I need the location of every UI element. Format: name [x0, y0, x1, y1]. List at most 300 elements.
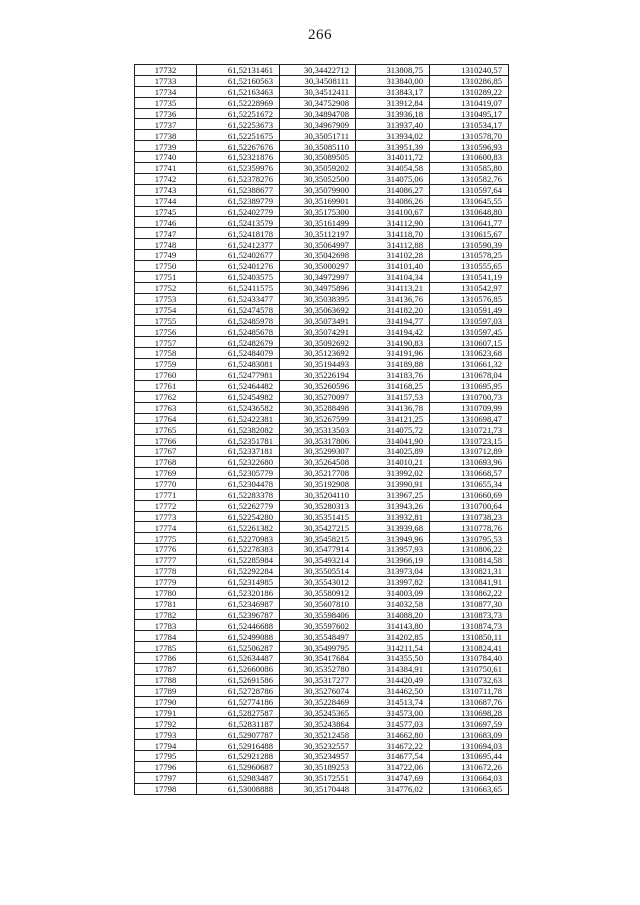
table-row	[135, 707, 509, 718]
longitude-cell: 30,35352780	[280, 663, 356, 674]
table-row	[135, 380, 509, 391]
table-row	[135, 674, 509, 685]
x-coordinate-cell: 314672,22	[356, 740, 430, 751]
longitude-cell: 30,35234957	[280, 751, 356, 762]
point-id-cell: 17736	[135, 108, 197, 119]
point-id-cell: 17758	[135, 348, 197, 359]
latitude-cell: 61,52433477	[197, 293, 280, 304]
longitude-cell: 30,34422712	[280, 65, 356, 76]
x-coordinate-cell: 313943,26	[356, 500, 430, 511]
y-coordinate-cell: 1310721,73	[430, 424, 509, 435]
point-id-cell: 17756	[135, 326, 197, 337]
point-id-cell: 17753	[135, 293, 197, 304]
table-row	[135, 130, 509, 141]
table-row	[135, 729, 509, 740]
latitude-cell: 61,52413579	[197, 217, 280, 228]
longitude-cell: 30,35212458	[280, 729, 356, 740]
y-coordinate-cell: 1310590,39	[430, 239, 509, 250]
y-coordinate-cell: 1310697,59	[430, 718, 509, 729]
latitude-cell: 61,52506287	[197, 642, 280, 653]
longitude-cell: 30,35351415	[280, 511, 356, 522]
y-coordinate-cell: 1310534,17	[430, 119, 509, 130]
x-coordinate-cell: 314573,00	[356, 707, 430, 718]
y-coordinate-cell: 1310795,53	[430, 533, 509, 544]
latitude-cell: 61,52485978	[197, 315, 280, 326]
y-coordinate-cell: 1310585,80	[430, 163, 509, 174]
latitude-cell: 61,52378276	[197, 173, 280, 184]
table-row	[135, 359, 509, 370]
latitude-cell: 61,52827587	[197, 707, 280, 718]
latitude-cell: 61,52351781	[197, 435, 280, 446]
x-coordinate-cell: 314088,20	[356, 609, 430, 620]
y-coordinate-cell: 1310672,26	[430, 762, 509, 773]
y-coordinate-cell: 1310711,78	[430, 685, 509, 696]
table-row	[135, 642, 509, 653]
latitude-cell: 61,52228969	[197, 97, 280, 108]
point-id-cell: 17741	[135, 163, 197, 174]
table-row	[135, 108, 509, 119]
point-id-cell: 17764	[135, 413, 197, 424]
y-coordinate-cell: 1310694,03	[430, 740, 509, 751]
y-coordinate-cell: 1310542,97	[430, 282, 509, 293]
y-coordinate-cell: 1310591,49	[430, 304, 509, 315]
longitude-cell: 30,35458215	[280, 533, 356, 544]
table-row	[135, 261, 509, 272]
x-coordinate-cell: 314041,90	[356, 435, 430, 446]
point-id-cell: 17734	[135, 86, 197, 97]
table-row	[135, 391, 509, 402]
latitude-cell: 61,52359976	[197, 163, 280, 174]
longitude-cell: 30,34752908	[280, 97, 356, 108]
latitude-cell: 61,53008888	[197, 783, 280, 794]
point-id-cell: 17739	[135, 141, 197, 152]
latitude-cell: 61,52304478	[197, 478, 280, 489]
latitude-cell: 61,52163463	[197, 86, 280, 97]
longitude-cell: 30,35038395	[280, 293, 356, 304]
longitude-cell: 30,35317806	[280, 435, 356, 446]
point-id-cell: 17759	[135, 359, 197, 370]
point-id-cell: 17751	[135, 271, 197, 282]
x-coordinate-cell: 314121,25	[356, 413, 430, 424]
y-coordinate-cell: 1310597,03	[430, 315, 509, 326]
point-id-cell: 17744	[135, 195, 197, 206]
longitude-cell: 30,35217708	[280, 467, 356, 478]
x-coordinate-cell: 313973,04	[356, 565, 430, 576]
y-coordinate-cell: 1310641,77	[430, 217, 509, 228]
x-coordinate-cell: 313934,02	[356, 130, 430, 141]
latitude-cell: 61,52131461	[197, 65, 280, 76]
latitude-cell: 61,52285984	[197, 555, 280, 566]
y-coordinate-cell: 1310712,89	[430, 446, 509, 457]
longitude-cell: 30,35052500	[280, 173, 356, 184]
latitude-cell: 61,52634487	[197, 653, 280, 664]
point-id-cell: 17737	[135, 119, 197, 130]
y-coordinate-cell: 1310289,22	[430, 86, 509, 97]
latitude-cell: 61,52418178	[197, 228, 280, 239]
longitude-cell: 30,35427215	[280, 522, 356, 533]
latitude-cell: 61,52322680	[197, 457, 280, 468]
longitude-cell: 30,35073491	[280, 315, 356, 326]
x-coordinate-cell: 314168,25	[356, 380, 430, 391]
latitude-cell: 61,52446688	[197, 620, 280, 631]
longitude-cell: 30,35123692	[280, 348, 356, 359]
latitude-cell: 61,52691586	[197, 674, 280, 685]
longitude-cell: 30,35051711	[280, 130, 356, 141]
y-coordinate-cell: 1310750,61	[430, 663, 509, 674]
table-row	[135, 217, 509, 228]
x-coordinate-cell: 313912,84	[356, 97, 430, 108]
point-id-cell: 17738	[135, 130, 197, 141]
point-id-cell: 17742	[135, 173, 197, 184]
longitude-cell: 30,35243864	[280, 718, 356, 729]
table-row	[135, 653, 509, 664]
y-coordinate-cell: 1310660,69	[430, 489, 509, 500]
x-coordinate-cell: 314355,50	[356, 653, 430, 664]
table-row	[135, 609, 509, 620]
latitude-cell: 61,52382082	[197, 424, 280, 435]
latitude-cell: 61,52482679	[197, 337, 280, 348]
latitude-cell: 61,52396787	[197, 609, 280, 620]
x-coordinate-cell: 314677,54	[356, 751, 430, 762]
point-id-cell: 17754	[135, 304, 197, 315]
x-coordinate-cell: 313932,81	[356, 511, 430, 522]
latitude-cell: 61,52305779	[197, 467, 280, 478]
point-id-cell: 17786	[135, 653, 197, 664]
latitude-cell: 61,52283378	[197, 489, 280, 500]
point-id-cell: 17757	[135, 337, 197, 348]
latitude-cell: 61,52292284	[197, 565, 280, 576]
page-number: 266	[308, 27, 332, 43]
x-coordinate-cell: 314086,26	[356, 195, 430, 206]
latitude-cell: 61,52251675	[197, 130, 280, 141]
x-coordinate-cell: 314182,20	[356, 304, 430, 315]
table-row	[135, 239, 509, 250]
longitude-cell: 30,35064997	[280, 239, 356, 250]
longitude-cell: 30,34967909	[280, 119, 356, 130]
point-id-cell: 17766	[135, 435, 197, 446]
x-coordinate-cell: 314577,03	[356, 718, 430, 729]
latitude-cell: 61,52484079	[197, 348, 280, 359]
point-id-cell: 17732	[135, 65, 197, 76]
longitude-cell: 30,35598406	[280, 609, 356, 620]
point-id-cell: 17796	[135, 762, 197, 773]
x-coordinate-cell: 314003,09	[356, 587, 430, 598]
y-coordinate-cell: 1310874,73	[430, 620, 509, 631]
point-id-cell: 17762	[135, 391, 197, 402]
latitude-cell: 61,52270983	[197, 533, 280, 544]
x-coordinate-cell: 314112,90	[356, 217, 430, 228]
latitude-cell: 61,52402779	[197, 206, 280, 217]
latitude-cell: 61,52436582	[197, 402, 280, 413]
y-coordinate-cell: 1310695,44	[430, 751, 509, 762]
table-row	[135, 65, 509, 76]
table-row	[135, 152, 509, 163]
table-row	[135, 228, 509, 239]
point-id-cell: 17787	[135, 663, 197, 674]
table-row	[135, 718, 509, 729]
x-coordinate-cell: 313992,02	[356, 467, 430, 478]
y-coordinate-cell: 1310495,17	[430, 108, 509, 119]
latitude-cell: 61,52960687	[197, 762, 280, 773]
table-row	[135, 206, 509, 217]
y-coordinate-cell: 1310862,22	[430, 587, 509, 598]
point-id-cell: 17795	[135, 751, 197, 762]
table-row	[135, 663, 509, 674]
longitude-cell: 30,35264508	[280, 457, 356, 468]
latitude-cell: 61,52261382	[197, 522, 280, 533]
latitude-cell: 61,52254280	[197, 511, 280, 522]
x-coordinate-cell: 313957,93	[356, 544, 430, 555]
x-coordinate-cell: 314143,80	[356, 620, 430, 631]
point-id-cell: 17789	[135, 685, 197, 696]
x-coordinate-cell: 314102,28	[356, 250, 430, 261]
point-id-cell: 17743	[135, 184, 197, 195]
y-coordinate-cell: 1310578,70	[430, 130, 509, 141]
longitude-cell: 30,35204110	[280, 489, 356, 500]
table-row	[135, 402, 509, 413]
x-coordinate-cell: 314032,58	[356, 598, 430, 609]
y-coordinate-cell: 1310678,04	[430, 369, 509, 380]
y-coordinate-cell: 1310700,64	[430, 500, 509, 511]
table-row	[135, 337, 509, 348]
x-coordinate-cell: 314722,06	[356, 762, 430, 773]
y-coordinate-cell: 1310806,22	[430, 544, 509, 555]
latitude-cell: 61,52921288	[197, 751, 280, 762]
table-row	[135, 762, 509, 773]
point-id-cell: 17772	[135, 500, 197, 511]
table-row	[135, 75, 509, 86]
latitude-cell: 61,52314985	[197, 576, 280, 587]
y-coordinate-cell: 1310873,73	[430, 609, 509, 620]
point-id-cell: 17746	[135, 217, 197, 228]
y-coordinate-cell: 1310698,47	[430, 413, 509, 424]
point-id-cell: 17778	[135, 565, 197, 576]
latitude-cell: 61,52474578	[197, 304, 280, 315]
x-coordinate-cell: 314025,89	[356, 446, 430, 457]
point-id-cell: 17785	[135, 642, 197, 653]
x-coordinate-cell: 314662,80	[356, 729, 430, 740]
longitude-cell: 30,35085110	[280, 141, 356, 152]
x-coordinate-cell: 313967,25	[356, 489, 430, 500]
longitude-cell: 30,35074291	[280, 326, 356, 337]
latitude-cell: 61,52660086	[197, 663, 280, 674]
longitude-cell: 30,34508111	[280, 75, 356, 86]
point-id-cell: 17783	[135, 620, 197, 631]
table-row	[135, 598, 509, 609]
point-id-cell: 17765	[135, 424, 197, 435]
point-id-cell: 17788	[135, 674, 197, 685]
coordinates-table	[134, 64, 509, 795]
y-coordinate-cell: 1310419,07	[430, 97, 509, 108]
x-coordinate-cell: 313949,96	[356, 533, 430, 544]
table-row	[135, 446, 509, 457]
table-row	[135, 555, 509, 566]
latitude-cell: 61,52402677	[197, 250, 280, 261]
longitude-cell: 30,35477914	[280, 544, 356, 555]
longitude-cell: 30,34512411	[280, 86, 356, 97]
table-row	[135, 620, 509, 631]
x-coordinate-cell: 314420,49	[356, 674, 430, 685]
point-id-cell: 17794	[135, 740, 197, 751]
table-row	[135, 457, 509, 468]
x-coordinate-cell: 314118,70	[356, 228, 430, 239]
longitude-cell: 30,35172551	[280, 772, 356, 783]
table-row	[135, 533, 509, 544]
y-coordinate-cell: 1310668,57	[430, 467, 509, 478]
latitude-cell: 61,52253673	[197, 119, 280, 130]
y-coordinate-cell: 1310850,11	[430, 631, 509, 642]
x-coordinate-cell: 314747,69	[356, 772, 430, 783]
table-row	[135, 282, 509, 293]
x-coordinate-cell: 314513,74	[356, 696, 430, 707]
longitude-cell: 30,35317277	[280, 674, 356, 685]
table-row	[135, 184, 509, 195]
longitude-cell: 30,35417684	[280, 653, 356, 664]
point-id-cell: 17752	[135, 282, 197, 293]
point-id-cell: 17770	[135, 478, 197, 489]
point-id-cell: 17781	[135, 598, 197, 609]
table-row	[135, 304, 509, 315]
table-row	[135, 369, 509, 380]
longitude-cell: 30,34975896	[280, 282, 356, 293]
y-coordinate-cell: 1310698,28	[430, 707, 509, 718]
table-row	[135, 413, 509, 424]
latitude-cell: 61,52160563	[197, 75, 280, 86]
y-coordinate-cell: 1310555,65	[430, 261, 509, 272]
y-coordinate-cell: 1310693,96	[430, 457, 509, 468]
x-coordinate-cell: 314100,67	[356, 206, 430, 217]
point-id-cell: 17749	[135, 250, 197, 261]
latitude-cell: 61,52401276	[197, 261, 280, 272]
latitude-cell: 61,52262779	[197, 500, 280, 511]
y-coordinate-cell: 1310597,64	[430, 184, 509, 195]
longitude-cell: 30,35260596	[280, 380, 356, 391]
table-row	[135, 195, 509, 206]
longitude-cell: 30,35112197	[280, 228, 356, 239]
x-coordinate-cell: 313840,00	[356, 75, 430, 86]
x-coordinate-cell: 314211,54	[356, 642, 430, 653]
y-coordinate-cell: 1310661,32	[430, 359, 509, 370]
longitude-cell: 30,35189253	[280, 762, 356, 773]
longitude-cell: 30,35548497	[280, 631, 356, 642]
table-row	[135, 489, 509, 500]
x-coordinate-cell: 314384,91	[356, 663, 430, 674]
longitude-cell: 30,35226194	[280, 369, 356, 380]
table-row	[135, 696, 509, 707]
y-coordinate-cell: 1310576,85	[430, 293, 509, 304]
latitude-cell: 61,52477981	[197, 369, 280, 380]
latitude-cell: 61,52411575	[197, 282, 280, 293]
longitude-cell: 30,35063692	[280, 304, 356, 315]
y-coordinate-cell: 1310723,15	[430, 435, 509, 446]
point-id-cell: 17763	[135, 402, 197, 413]
longitude-cell: 30,35059202	[280, 163, 356, 174]
point-id-cell: 17733	[135, 75, 197, 86]
point-id-cell: 17782	[135, 609, 197, 620]
y-coordinate-cell: 1310578,25	[430, 250, 509, 261]
x-coordinate-cell: 314075,06	[356, 173, 430, 184]
point-id-cell: 17775	[135, 533, 197, 544]
table-row	[135, 772, 509, 783]
latitude-cell: 61,52346987	[197, 598, 280, 609]
longitude-cell: 30,35170448	[280, 783, 356, 794]
table-row	[135, 565, 509, 576]
point-id-cell: 17760	[135, 369, 197, 380]
x-coordinate-cell: 314112,88	[356, 239, 430, 250]
longitude-cell: 30,35194493	[280, 359, 356, 370]
y-coordinate-cell: 1310814,58	[430, 555, 509, 566]
point-id-cell: 17735	[135, 97, 197, 108]
point-id-cell: 17776	[135, 544, 197, 555]
x-coordinate-cell: 313997,82	[356, 576, 430, 587]
table-row	[135, 522, 509, 533]
longitude-cell: 30,35276074	[280, 685, 356, 696]
x-coordinate-cell: 313843,17	[356, 86, 430, 97]
latitude-cell: 61,52464482	[197, 380, 280, 391]
longitude-cell: 30,35580912	[280, 587, 356, 598]
x-coordinate-cell: 314189,88	[356, 359, 430, 370]
y-coordinate-cell: 1310240,57	[430, 65, 509, 76]
longitude-cell: 30,35543012	[280, 576, 356, 587]
x-coordinate-cell: 313808,75	[356, 65, 430, 76]
x-coordinate-cell: 314190,83	[356, 337, 430, 348]
point-id-cell: 17791	[135, 707, 197, 718]
longitude-cell: 30,35161499	[280, 217, 356, 228]
x-coordinate-cell: 314011,72	[356, 152, 430, 163]
table-row	[135, 576, 509, 587]
y-coordinate-cell: 1310648,80	[430, 206, 509, 217]
latitude-cell: 61,52907787	[197, 729, 280, 740]
y-coordinate-cell: 1310645,55	[430, 195, 509, 206]
table-row	[135, 783, 509, 794]
y-coordinate-cell: 1310541,19	[430, 271, 509, 282]
point-id-cell: 17748	[135, 239, 197, 250]
y-coordinate-cell: 1310695,95	[430, 380, 509, 391]
latitude-cell: 61,52454982	[197, 391, 280, 402]
latitude-cell: 61,52321876	[197, 152, 280, 163]
latitude-cell: 61,52485678	[197, 326, 280, 337]
table-row	[135, 740, 509, 751]
x-coordinate-cell: 314104,34	[356, 271, 430, 282]
latitude-cell: 61,52483081	[197, 359, 280, 370]
longitude-cell: 30,35505514	[280, 565, 356, 576]
longitude-cell: 30,35267599	[280, 413, 356, 424]
latitude-cell: 61,52388677	[197, 184, 280, 195]
x-coordinate-cell: 313990,91	[356, 478, 430, 489]
table-row	[135, 163, 509, 174]
y-coordinate-cell: 1310700,73	[430, 391, 509, 402]
latitude-cell: 61,52251672	[197, 108, 280, 119]
longitude-cell: 30,35000297	[280, 261, 356, 272]
point-id-cell: 17771	[135, 489, 197, 500]
table-row	[135, 348, 509, 359]
longitude-cell: 30,35245365	[280, 707, 356, 718]
x-coordinate-cell: 314191,96	[356, 348, 430, 359]
longitude-cell: 30,35288498	[280, 402, 356, 413]
latitude-cell: 61,52320186	[197, 587, 280, 598]
y-coordinate-cell: 1310784,40	[430, 653, 509, 664]
table-row	[135, 141, 509, 152]
point-id-cell: 17761	[135, 380, 197, 391]
table-row	[135, 293, 509, 304]
x-coordinate-cell: 314054,58	[356, 163, 430, 174]
longitude-cell: 30,35232557	[280, 740, 356, 751]
y-coordinate-cell: 1310655,34	[430, 478, 509, 489]
point-id-cell: 17750	[135, 261, 197, 272]
point-id-cell: 17779	[135, 576, 197, 587]
latitude-cell: 61,52403575	[197, 271, 280, 282]
latitude-cell: 61,52499088	[197, 631, 280, 642]
